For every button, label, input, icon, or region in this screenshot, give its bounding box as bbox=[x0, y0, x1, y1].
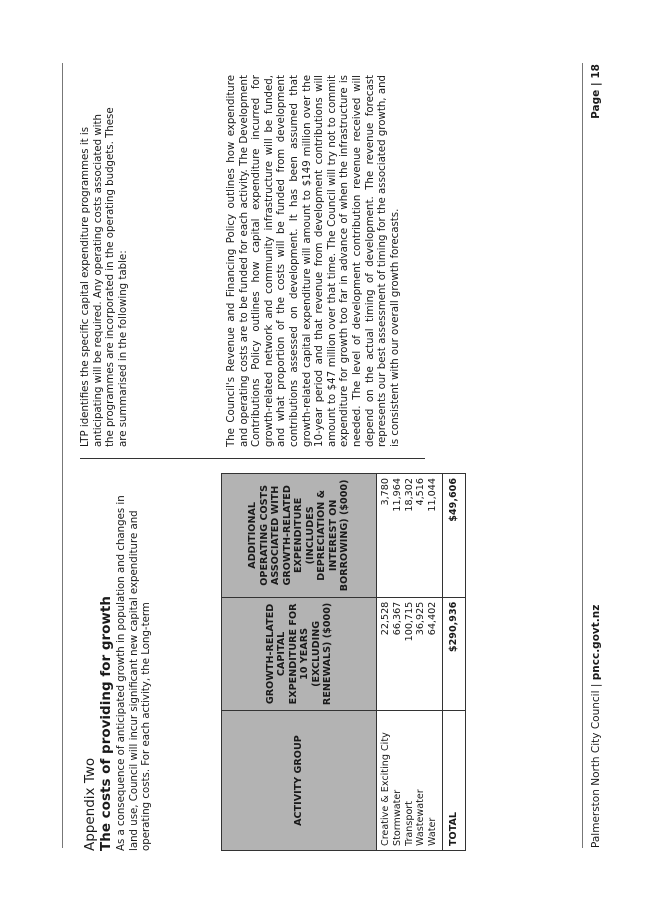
top-rule bbox=[62, 63, 63, 848]
footer-rule bbox=[582, 63, 583, 848]
footer-website-link[interactable]: pncc.govt.nz bbox=[590, 604, 602, 681]
opex-cell: 18,302 bbox=[404, 474, 416, 598]
total-opex: $49,606 bbox=[442, 474, 465, 598]
activity-cell: Creative & Exciting City bbox=[377, 711, 392, 851]
page-number: Page | 18 bbox=[590, 64, 602, 119]
capex-cell: 22,528 bbox=[377, 597, 392, 710]
table-row bbox=[377, 474, 392, 851]
footer-organisation bbox=[590, 605, 602, 848]
activity-cell: Water bbox=[427, 711, 442, 851]
opex-cell: 11,044 bbox=[427, 474, 442, 598]
table-row bbox=[404, 474, 416, 851]
appendix-section bbox=[82, 473, 154, 851]
ltp-paragraph: LTP identifies the specific capital expenditure programmes it is anticipating will be required. Any operating costs associated with the programmes are incorporated in the operating budgets. These are summarised in the following table: bbox=[80, 107, 129, 447]
table-row bbox=[427, 474, 442, 851]
opex-cell: 3,780 bbox=[377, 474, 392, 598]
intro-paragraph: As a consequence of anticipated growth in population and changes in land use, Council will incur significant new capital expenditure and operating costs. For each activity, the Long-term bbox=[116, 495, 153, 851]
column-divider bbox=[80, 458, 425, 459]
capex-cell: 100,715 bbox=[404, 597, 416, 710]
footer-council-name: Palmerston North City Council bbox=[590, 690, 602, 848]
header-activity-group: ACTIVITY GROUP bbox=[222, 711, 377, 851]
table-total-row bbox=[442, 474, 465, 851]
appendix-label: Appendix Two bbox=[82, 757, 98, 851]
capex-cell: 66,367 bbox=[392, 597, 404, 710]
table-header-row bbox=[222, 474, 377, 851]
capex-cell: 64,402 bbox=[427, 597, 442, 710]
header-operating-costs: ADDITIONAL OPERATING COSTS ASSOCIATED WITH GROWTH-RELATED EXPENDITURE (INCLUDES DEPRECIATION & INTEREST ON BORROWING) ($000) bbox=[222, 474, 377, 598]
table-row bbox=[392, 474, 404, 851]
activity-cell: Transport bbox=[404, 711, 416, 851]
capex-cell: 36,925 bbox=[415, 597, 427, 710]
total-label: TOTAL bbox=[442, 711, 465, 851]
header-capital-expenditure: GROWTH-RELATED CAPITAL EXPENDITURE FOR 10 YEARS (EXCLUDING RENEWALS) ($000) bbox=[222, 597, 377, 710]
footer-separator: | bbox=[590, 683, 602, 688]
table-row bbox=[415, 474, 427, 851]
opex-cell: 4,516 bbox=[415, 474, 427, 598]
total-capex: $290,936 bbox=[442, 597, 465, 710]
opex-cell: 11,964 bbox=[392, 474, 404, 598]
section-heading: The costs of providing for growth bbox=[98, 596, 114, 851]
activity-cell: Stormwater bbox=[392, 711, 404, 851]
policy-paragraph: The Council's Revenue and Financing Policy outlines how expenditure and operating costs are to be funded for each activity. The Development Contributions Policy outlines how capital expenditure incurred for growth-related network and community infrastructure will be funded, and what proportion of the costs will be funded from development contributions assessed on development. It has been assumed that growth-related capital expenditure will amount to $149 million over the 10-year period and that revenue from development contributions will amount to $47 million over that time. The Council will try not to commit expenditure for growth too far in advance of when the infrastructure is needed. The level of development contribution revenue received will depend on the actual timing of development. The revenue forecast represents our best assessment of timing for the associated growth, and is consistent with our overall growth forecasts. bbox=[226, 75, 401, 447]
activity-cell: Wastewater bbox=[415, 711, 427, 851]
growth-costs-table bbox=[221, 473, 466, 851]
